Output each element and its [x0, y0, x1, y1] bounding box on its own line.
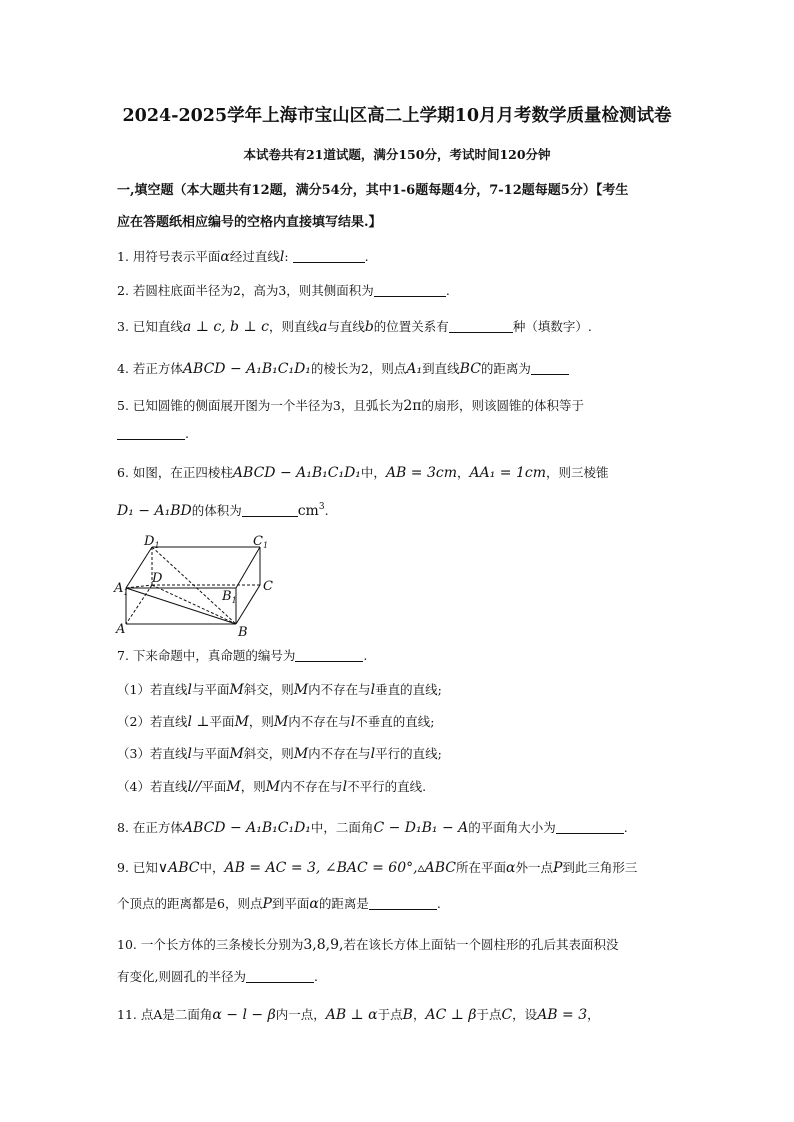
- q8-text-c: 的平面角大小为: [468, 820, 556, 835]
- q7-3-d: 内不存在与: [308, 746, 371, 761]
- q7-4-m2: M: [265, 779, 281, 795]
- question-6-line-2: [117, 501, 692, 519]
- question-9: [117, 858, 692, 876]
- q7-3-b: 与平面: [191, 746, 230, 761]
- q1-l: l: [279, 249, 285, 265]
- q7-option-1: [117, 680, 692, 698]
- q4-text-c: 到直线: [422, 361, 460, 376]
- question-9-line-2: [117, 894, 692, 912]
- q6-text-e: 的体积为: [191, 503, 242, 518]
- question-5-line-2: [117, 426, 692, 441]
- q9-text-d: 外一点: [515, 860, 553, 875]
- label-c: C: [263, 579, 273, 594]
- q7-4-b: 平面: [201, 779, 227, 794]
- q1-answer-blank[interactable]: [293, 250, 365, 263]
- edge-d1a1: [126, 547, 152, 588]
- q7-4-c: ，则: [240, 779, 266, 794]
- q7-1-e: 垂直的直线;: [375, 682, 442, 697]
- q7-1-a: （1）若直线: [117, 682, 188, 697]
- section-heading-line-2: 应在答题纸相应编号的空格内直接填写结果.】: [117, 215, 382, 230]
- q10-text-b: 若在该长方体上面钻一个圆柱形的孔后其表面积没: [343, 937, 619, 952]
- question-7: [117, 646, 692, 664]
- section-heading: [117, 175, 692, 239]
- q7-2-b: 平面: [209, 714, 235, 729]
- q7-2-l: l ⊥: [187, 714, 210, 730]
- q7-1-m: M: [229, 682, 244, 698]
- q5-arc: 2π: [403, 398, 422, 414]
- q4-text-d: 的距离为: [480, 361, 531, 376]
- q7-1-b: 与平面: [191, 682, 230, 697]
- q6-pyramid: D₁ − A₁BD: [117, 503, 192, 519]
- q5-end: .: [185, 426, 189, 441]
- q2-text: 2. 若圆柱底面半径为2，高为3，则其侧面积为: [117, 283, 374, 298]
- q7-3-l: l: [187, 746, 192, 762]
- question-4: [117, 359, 692, 377]
- question-6: [117, 463, 692, 481]
- question-1: [117, 247, 692, 265]
- q7-4-e: 不平行的直线.: [347, 779, 427, 794]
- question-10: [117, 935, 692, 953]
- q7-3-c: 斜交，则: [243, 746, 294, 761]
- q7-text: 7. 下来命题中，真命题的编号为: [117, 648, 296, 663]
- q10-text-a: 10. 一个长方体的三条棱长分别为: [117, 937, 304, 952]
- q7-3-m2: M: [293, 746, 309, 762]
- q7-2-d: 内不存在与: [288, 714, 351, 729]
- q11-text-e: 于点: [476, 1007, 502, 1022]
- q7-2-e: 不垂直的直线;: [355, 714, 435, 729]
- q9-text-c: 所在平面: [455, 860, 506, 875]
- label-d1: $D_1$: [144, 534, 160, 550]
- hidden-edge-da: [126, 585, 152, 624]
- prism-figure: [110, 530, 280, 638]
- q1-text-c: :: [284, 249, 289, 264]
- q8-text-a: 8. 在正方体: [117, 820, 183, 835]
- q7-3-e: 平行的直线;: [375, 746, 442, 761]
- q7-1-m2: M: [293, 682, 309, 698]
- q9-point: P: [552, 860, 563, 876]
- q7-4-l2: l: [342, 779, 348, 795]
- question-5: [117, 396, 692, 414]
- q4-answer-blank[interactable]: [531, 362, 569, 375]
- q3-var-a: a: [318, 319, 328, 335]
- edge-bc: [236, 585, 260, 624]
- label-c1: $C_1$: [253, 534, 269, 550]
- section-heading-line-1: 一,填空题（本大题共有12题，满分54分，其中1-6题每题4分，7-12题每题5分）【考生: [117, 183, 629, 198]
- q11-angle: α − l − β: [212, 1007, 276, 1023]
- q2-answer-blank[interactable]: [374, 284, 446, 297]
- q11-ab: AB = 3: [537, 1007, 588, 1023]
- q9-point-2: P: [262, 896, 272, 912]
- q11-text-g: ，: [587, 1007, 600, 1022]
- q7-4-d: 内不存在与: [280, 779, 343, 794]
- q11-point-c: C: [501, 1007, 513, 1023]
- q6-text-c: ，: [457, 465, 470, 480]
- q3-text-c: 与直线: [327, 319, 365, 334]
- q4-cube: ABCD − A₁B₁C₁D₁: [182, 361, 311, 377]
- q5-text-b: 的扇形，则该圆锥的体积等于: [421, 398, 584, 413]
- q6-text-b: 中，: [360, 465, 386, 480]
- q5-text-a: 5. 已知圆锥的侧面展开图为一个半径为3，且弧长为: [117, 398, 404, 413]
- q9-answer-blank[interactable]: [369, 897, 437, 910]
- q3-var-b: b: [364, 319, 374, 335]
- q11-cond-1: AB ⊥ α: [325, 1007, 378, 1023]
- q9-condition: AB = AC = 3, ∠BAC = 60°,▵ABC: [224, 860, 456, 876]
- q6-prism: ABCD − A₁B₁C₁D₁: [232, 465, 361, 481]
- q2-end: .: [445, 283, 450, 298]
- q7-4-m: M: [226, 779, 241, 795]
- q11-text-c: 于点: [377, 1007, 403, 1022]
- q3-text-b: ，则直线: [268, 319, 319, 334]
- q4-text-a: 4. 若正方体: [117, 361, 183, 376]
- q1-alpha: α: [220, 249, 230, 265]
- q8-answer-blank[interactable]: [556, 821, 624, 834]
- q3-condition: a ⊥ c, b ⊥ c: [182, 319, 269, 335]
- q9-line2-c: 的距离是: [318, 896, 369, 911]
- q6-ab: AB = 3cm: [385, 465, 457, 481]
- q7-3-a: （3）若直线: [117, 746, 188, 761]
- q7-2-a: （2）若直线: [117, 714, 188, 729]
- label-d: D: [152, 571, 163, 586]
- q1-text-b: 经过直线: [229, 249, 280, 264]
- q9-triangle: ∨ABC: [157, 860, 200, 876]
- q7-2-m2: M: [273, 714, 289, 730]
- q9-end: .: [436, 896, 441, 911]
- q10-end: .: [313, 969, 318, 984]
- q3-text-a: 3. 已知直线: [117, 319, 183, 334]
- q11-point-b: B: [402, 1007, 413, 1023]
- q1-text-a: 1. 用符号表示平面: [117, 249, 221, 264]
- q7-answer-blank[interactable]: [295, 649, 363, 662]
- q4-line: BC: [459, 361, 481, 377]
- q7-option-2: [117, 712, 692, 730]
- q1-end: .: [364, 249, 369, 264]
- q7-2-c: ，则: [248, 714, 274, 729]
- q9-text-a: 9. 已知: [117, 860, 158, 875]
- q7-option-4: [117, 777, 692, 795]
- q9-line2-b: 到平面: [271, 896, 310, 911]
- diag-a1b: [126, 588, 236, 624]
- q8-angle: C − D₁B₁ − A: [373, 820, 469, 836]
- q9-text-b: 中，: [199, 860, 225, 875]
- edge-c1b1: [236, 547, 260, 588]
- label-a1: $A_1$: [114, 581, 129, 597]
- q7-1-l: l: [187, 682, 192, 698]
- q9-line2-a: 个顶点的距离都是6，则点: [117, 896, 263, 911]
- q7-2-m: M: [234, 714, 249, 730]
- question-8: [117, 818, 692, 836]
- q6-text-d: ，则三棱锥: [546, 465, 609, 480]
- label-b1: $B_1$: [222, 589, 237, 605]
- q4-point: A₁: [406, 361, 423, 377]
- q7-3-l2: l: [370, 746, 376, 762]
- q6-text-a: 6. 如图，在正四棱柱: [117, 465, 233, 480]
- q6-aa1: AA₁ = 1cm: [469, 465, 547, 481]
- q11-text-b: 内一点，: [275, 1007, 326, 1022]
- q3-answer-blank[interactable]: [449, 320, 513, 333]
- q6-end: .: [324, 503, 329, 518]
- question-11: [117, 1005, 692, 1023]
- q7-1-c: 斜交，则: [243, 682, 294, 697]
- q11-text-a: 11. 点A是二面角: [117, 1007, 213, 1022]
- page-title: 2024-2025学年上海市宝山区高二上学期10月月考数学质量检测试卷: [122, 106, 672, 126]
- label-b: B: [238, 625, 248, 638]
- q9-alpha: α: [506, 860, 516, 876]
- q9-text-e: 到此三角形三: [562, 860, 638, 875]
- q3-text-d: 的位置关系有: [373, 319, 449, 334]
- q7-end: .: [363, 648, 368, 663]
- q6-unit: cm: [297, 503, 319, 519]
- q3-text-e: 种（填数字）.: [512, 319, 592, 334]
- q7-1-l2: l: [370, 682, 376, 698]
- q7-4-l: l//: [187, 779, 202, 795]
- question-3: [117, 317, 692, 335]
- q10-dims: 3,8,9,: [303, 937, 344, 953]
- q11-cond-2: AC ⊥ β: [425, 1007, 477, 1023]
- q11-text-d: ，: [412, 1007, 426, 1022]
- question-2: [117, 281, 692, 299]
- q8-cube: ABCD − A₁B₁C₁D₁: [182, 820, 311, 836]
- q11-text-f: ，设: [512, 1007, 538, 1022]
- q7-4-a: （4）若直线: [117, 779, 188, 794]
- q10-line2: 有变化,则圆孔的半径为: [117, 969, 246, 984]
- q9-alpha-2: α: [309, 896, 319, 912]
- q7-3-m: M: [229, 746, 244, 762]
- label-a: A: [116, 622, 126, 637]
- q7-2-l2: l: [350, 714, 356, 730]
- q5-answer-blank[interactable]: [117, 427, 185, 440]
- q7-1-d: 内不存在与: [308, 682, 371, 697]
- q6-answer-blank[interactable]: [242, 504, 298, 517]
- q8-text-b: 中，二面角: [310, 820, 374, 835]
- q7-option-3: [117, 744, 692, 762]
- q4-text-b: 的棱长为2，则点: [310, 361, 407, 376]
- q8-end: .: [623, 820, 628, 835]
- q6-unit-exponent: 3: [318, 502, 325, 512]
- exam-subtitle: 本试卷共有21道试题，满分150分，考试时间120分钟: [243, 147, 551, 162]
- q10-answer-blank[interactable]: [246, 970, 314, 983]
- question-10-line-2: [117, 967, 692, 985]
